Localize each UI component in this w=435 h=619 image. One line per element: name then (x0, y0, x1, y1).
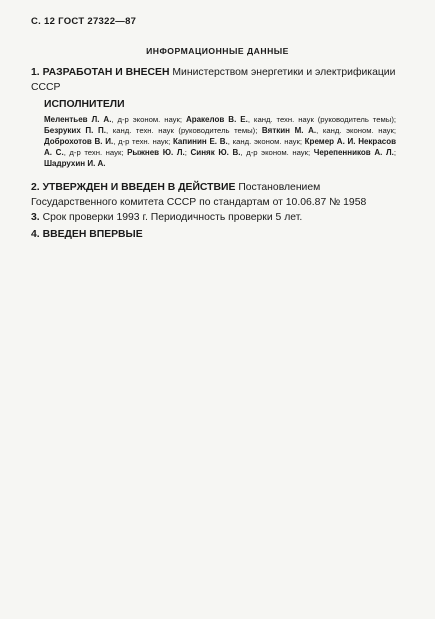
section-1-number: 1. (31, 67, 40, 78)
section-4-number: 4. (31, 229, 40, 240)
author-name: Некрасов А. С. (44, 136, 397, 157)
section-2-number: 2. (31, 182, 40, 193)
author-role: д-р техн. наук (69, 147, 122, 157)
author-name: Черепенников А. Л. (313, 147, 394, 157)
section-3-text: Срок проверки 1993 г. Периодичность проверки 5 лет. (42, 212, 303, 223)
section-4-text: ВВЕДЕН ВПЕРВЫЕ (42, 229, 143, 240)
author-role: д-р эконом. наук (117, 115, 180, 124)
section-4 (31, 228, 407, 243)
author-role: канд. техн. наук (руководитель темы) (112, 125, 256, 135)
section-3-number: 3. (31, 212, 40, 223)
author-name: Безруких П. П. (44, 125, 106, 135)
page-header: С. 12 ГОСТ 27322—87 (31, 16, 137, 27)
section-1-lead: РАЗРАБОТАН И ВНЕСЕН (42, 67, 170, 78)
author-role: д-р эконом. наук (246, 147, 308, 157)
author-name: Мелентьев Л. А. (44, 115, 112, 124)
document-title: ИНФОРМАЦИОННЫЕ ДАННЫЕ (146, 46, 289, 56)
authors-list: Мелентьев Л. А., д-р эконом. наук; Аракелов В. Е., канд. техн. наук (руководитель темы); Безруких П. П., канд. техн. наук (руководитель темы); Вяткин М. А., канд. эконом. наук; Доброхотов В. И., д-р техн. наук; Капинин Е. В., канд. эконом. наук; Кремер А. И. Некрасов А. С., д-р техн. наук; Рыжнев Ю. Л.; Синяк Ю. В., д-р эконом. наук; Черепенников А. Л.; Шадрухин И. А. (44, 115, 397, 168)
executors-heading: ИСПОЛНИТЕЛИ (44, 99, 125, 110)
author-name: Синяк Ю. В. (190, 147, 241, 157)
section-3 (31, 211, 407, 226)
author-role: канд. эконом. наук (322, 125, 394, 135)
author-name: Капинин Е. В. (172, 136, 228, 146)
author-role: канд. техн. наук (руководитель темы) (253, 115, 394, 124)
author-role: канд. эконом. наук (232, 136, 300, 146)
author-name: Аракелов В. Е. (185, 115, 248, 124)
section-2 (31, 181, 407, 210)
author-name: Кремер А. И. (304, 136, 356, 146)
section-2-text: Постановлением Государственного комитета СССР по стандартам от 10.06.87 № 1958 (31, 182, 367, 208)
section-1 (31, 66, 407, 95)
author-name: Шадрухин И. А. (44, 158, 106, 168)
author-name: Рыжнев Ю. Л. (127, 147, 185, 157)
author-role: д-р техн. наук (118, 136, 169, 146)
section-2-lead: УТВЕРЖДЕН И ВВЕДЕН В ДЕЙСТВИЕ (42, 182, 236, 193)
author-name: Вяткин М. А. (261, 125, 317, 135)
author-name: Доброхотов В. И. (44, 136, 114, 146)
section-1-text: Министерством энергетики и электрификации СССР (31, 67, 396, 93)
